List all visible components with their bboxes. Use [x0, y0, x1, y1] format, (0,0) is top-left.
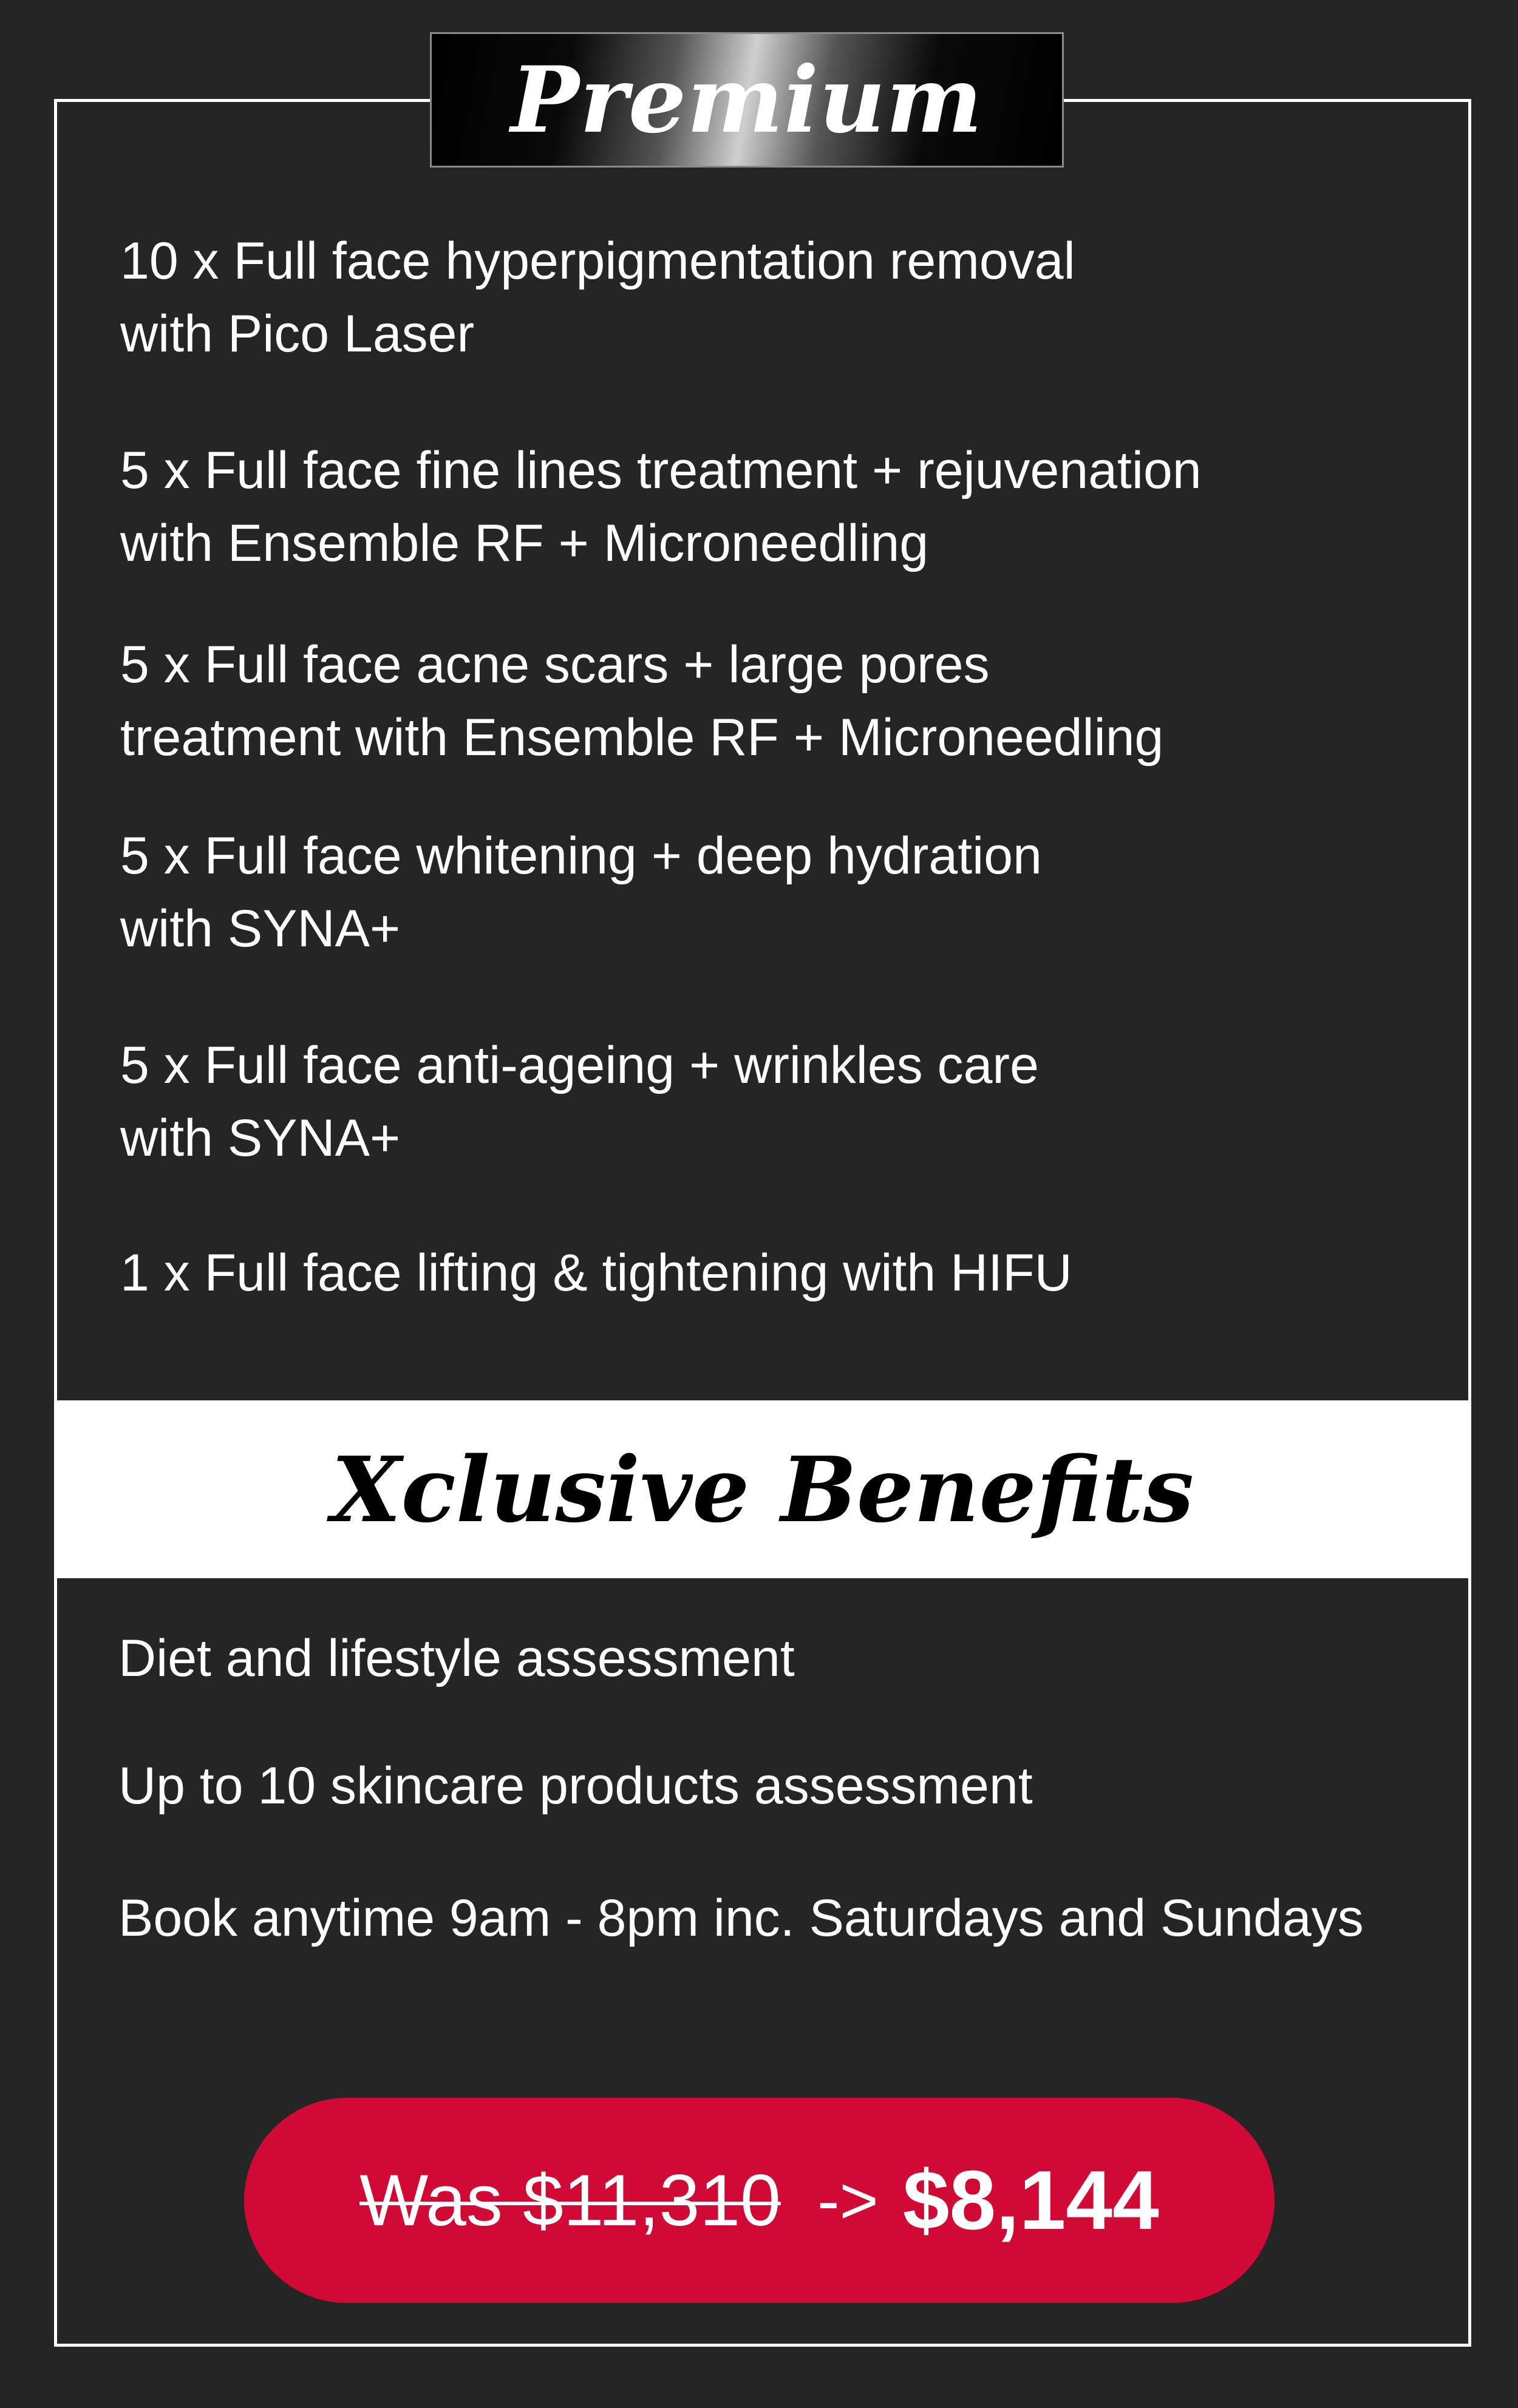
package-title-badge: [430, 32, 1064, 168]
discounted-price: $8,144: [902, 2153, 1159, 2247]
benefit-item-booking: Book anytime 9am - 8pm inc. Saturdays and Sundays: [118, 1889, 1364, 1947]
treatment-item-fine-lines: 5 x Full face fine lines treatment + rejuvenation with Ensemble RF + Microneedling: [120, 441, 1202, 572]
package-title: Premium: [511, 46, 983, 154]
price-button[interactable]: [244, 2098, 1275, 2303]
benefit-item-skincare: Up to 10 skincare products assessment: [118, 1757, 1033, 1815]
benefit-item-diet: Diet and lifestyle assessment: [118, 1629, 795, 1687]
treatment-item-whitening: 5 x Full face whitening + deep hydration with SYNA+: [120, 827, 1042, 958]
treatment-item-anti-ageing: 5 x Full face anti-ageing + wrinkles care with SYNA+: [120, 1036, 1039, 1167]
benefits-header-band: [57, 1400, 1468, 1578]
price-arrow: ->: [817, 2163, 879, 2238]
benefits-title: Xclusive Benefits: [331, 1436, 1194, 1542]
treatment-item-acne-scars: 5 x Full face acne scars + large pores treatment with Ensemble RF + Microneedling: [120, 636, 1164, 767]
treatment-item-pico-laser: 10 x Full face hyperpigmentation removal with Pico Laser: [120, 232, 1075, 363]
original-price: Was $11,310: [359, 2160, 781, 2241]
treatment-item-hifu: 1 x Full face lifting & tightening with HIFU: [120, 1244, 1072, 1302]
